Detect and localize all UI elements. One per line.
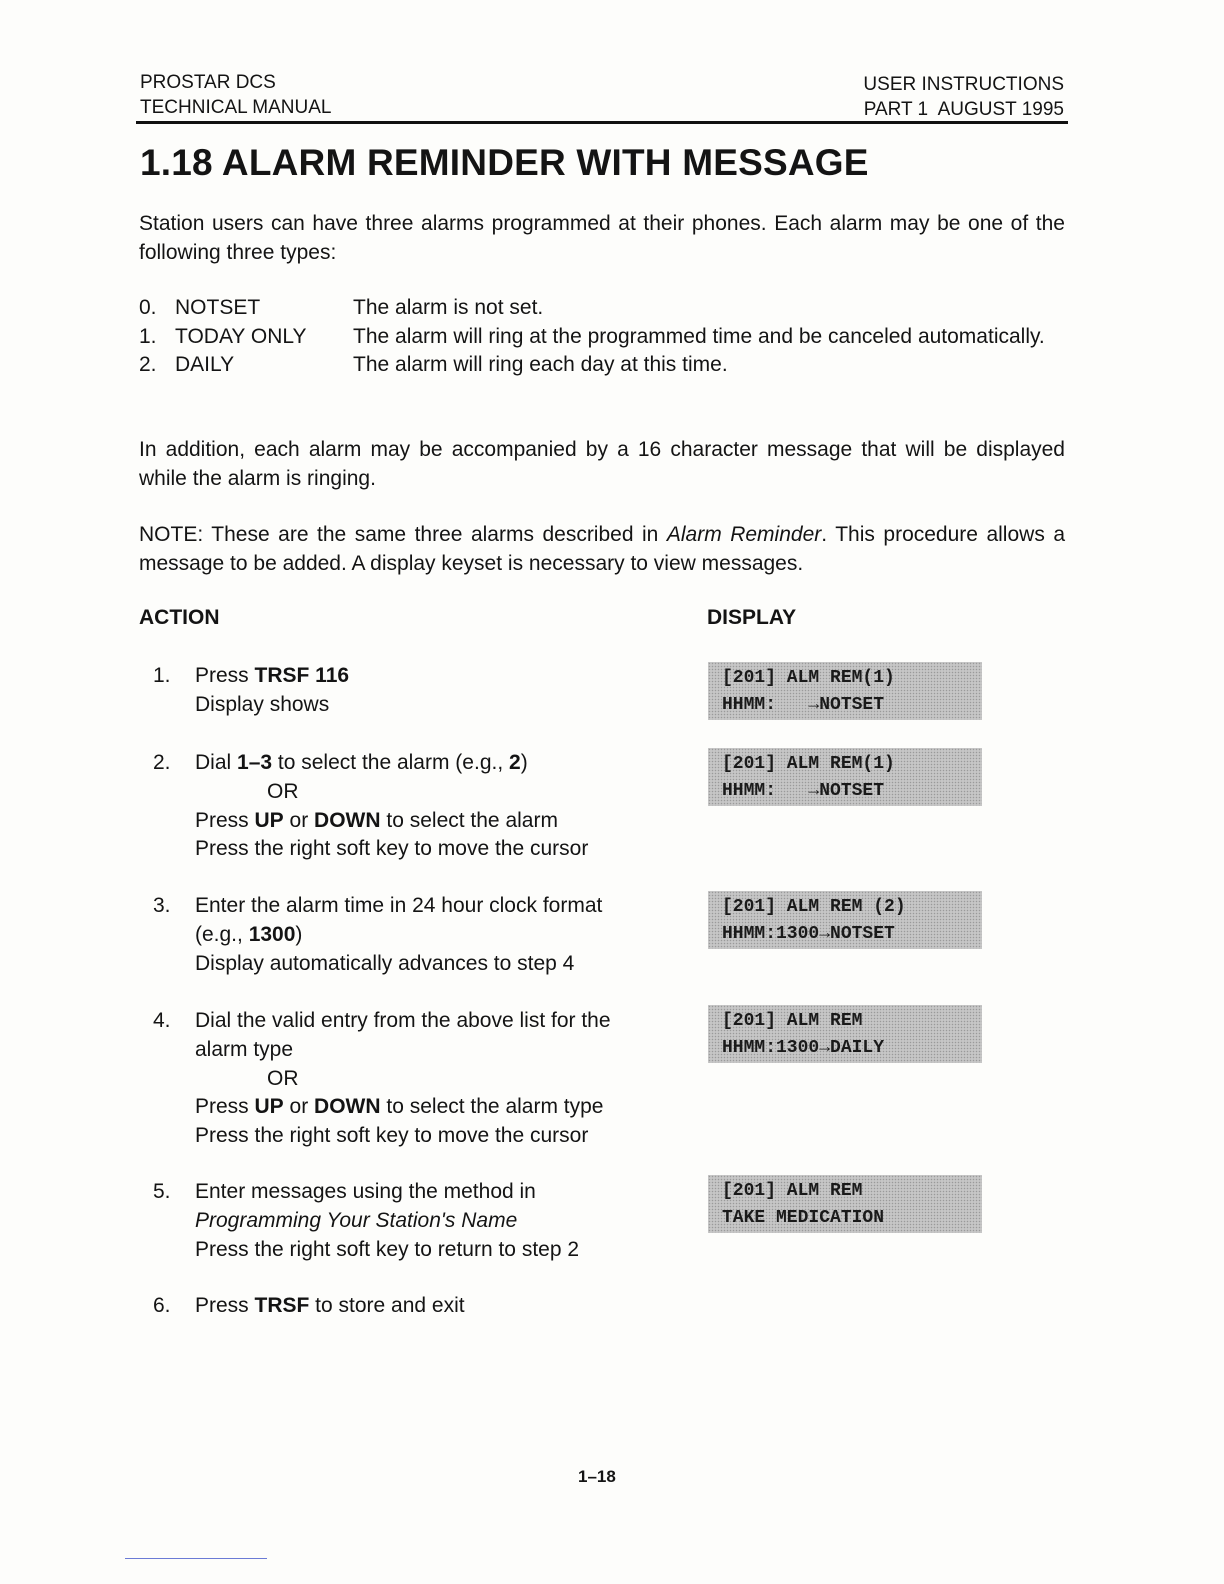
note-text: NOTE: These are the same three alarms described in (139, 523, 667, 546)
lcd-line-1: [201] ALM REM (722, 1181, 863, 1201)
lcd-display (708, 662, 982, 720)
header-left (140, 70, 331, 120)
addition-paragraph: In addition, each alarm may be accompanied by a 16 character message that will be displayed while the alarm is ringing. (139, 438, 1065, 490)
key-name: UP (254, 808, 284, 832)
section-reference: Programming Your Station's Name (195, 1208, 518, 1232)
step-text: ) (295, 922, 303, 946)
intro-paragraph: Station users can have three alarms programmed at their phones. Each alarm may be one of the following three types: (139, 212, 1065, 264)
key-name: DOWN (314, 808, 381, 832)
alarm-type-name: NOTSET (175, 296, 261, 319)
step-text: to select the alarm (380, 808, 558, 832)
alarm-type-name: TODAY ONLY (175, 324, 307, 348)
key-sequence: 1–3 (237, 751, 273, 774)
header-product: PROSTAR DCS (140, 72, 276, 93)
step-text: (e.g., (195, 922, 249, 946)
page-title: 1.18 ALARM REMINDER WITH MESSAGE (140, 142, 869, 183)
step-text: Press the right soft key to move the cursor (195, 837, 589, 861)
step-text: Display shows (195, 692, 330, 716)
step-text: ) (520, 751, 528, 774)
alarm-type-number: 1. (139, 324, 157, 348)
step-text: Dial (195, 751, 238, 774)
lcd-line-2: TAKE MEDICATION (722, 1208, 885, 1228)
header-rule (136, 121, 1068, 124)
alarm-types-list (139, 294, 1065, 380)
lcd-line-2: HHMM:1300→DAILY (722, 1038, 885, 1058)
step-text: Press (195, 1095, 255, 1119)
lcd-display (708, 891, 982, 949)
header-right (863, 72, 1064, 122)
note-paragraph (139, 521, 1065, 578)
lcd-display (708, 748, 982, 806)
action-column-heading: ACTION (139, 606, 220, 629)
key-sequence: 1300 (248, 922, 296, 946)
step-text: Press (195, 664, 255, 687)
alarm-type-description: The alarm will ring each day at this time. (353, 353, 728, 376)
alarm-type-item (139, 323, 1065, 352)
alarm-type-description: The alarm is not set. (353, 296, 544, 319)
header-part-date: PART 1 AUGUST 1995 (863, 99, 1064, 120)
key-name: TRSF (254, 1294, 310, 1317)
page-number: 1–18 (578, 1467, 616, 1486)
alarm-type-item (139, 351, 1065, 380)
step-text: Press (195, 808, 255, 832)
step-text: alarm type (195, 1037, 294, 1061)
or-separator: OR (267, 1066, 299, 1090)
step-text: Press (195, 1294, 255, 1317)
note-reference: Alarm Reminder (666, 523, 822, 546)
alarm-type-item (139, 294, 1065, 323)
step-number: 1. (153, 664, 171, 687)
step-5 (139, 1178, 679, 1264)
key-sequence: 2 (509, 751, 521, 774)
step-number: 5. (153, 1180, 171, 1203)
step-text: or (283, 1095, 315, 1119)
step-text: Dial the valid entry from the above list for the (195, 1009, 611, 1032)
step-number: 2. (153, 751, 171, 774)
step-text: Display automatically advances to step 4 (195, 951, 575, 975)
step-6 (139, 1292, 679, 1321)
lcd-line-1: [201] ALM REM (2) (722, 897, 906, 917)
lcd-line-1: [201] ALM REM (722, 1011, 863, 1031)
lcd-line-2: HHMM:1300→NOTSET (722, 924, 895, 944)
step-text: Press the right soft key to move the cursor (195, 1124, 589, 1148)
lcd-line-1: [201] ALM REM(1) (722, 668, 895, 688)
step-3 (139, 892, 679, 978)
step-4 (139, 1007, 679, 1151)
step-number: 6. (153, 1294, 171, 1317)
alarm-type-name: DAILY (175, 353, 235, 376)
display-column-heading: DISPLAY (707, 606, 797, 629)
key-name: DOWN (314, 1095, 381, 1119)
or-separator: OR (267, 779, 299, 803)
alarm-type-number: 0. (139, 296, 157, 319)
note-text: . This procedure allows a message to be added. A display keyset is necessary to view messages. (139, 523, 1066, 575)
step-text: Enter messages using the method in (195, 1180, 536, 1203)
lcd-line-2: HHMM: →NOTSET (722, 781, 885, 801)
key-name: UP (254, 1095, 284, 1119)
alarm-type-number: 2. (139, 353, 157, 376)
step-text: Enter the alarm time in 24 hour clock format (195, 894, 603, 917)
lcd-line-1: [201] ALM REM(1) (722, 754, 895, 774)
header-section: USER INSTRUCTIONS (863, 74, 1064, 95)
lcd-display (708, 1175, 982, 1233)
step-2 (139, 749, 679, 864)
step-text: Press the right soft key to return to step 2 (195, 1237, 580, 1261)
step-1 (139, 662, 679, 720)
step-text: to select the alarm type (380, 1095, 604, 1119)
lcd-display (708, 1005, 982, 1063)
key-sequence: TRSF 116 (254, 664, 350, 687)
header-manual: TECHNICAL MANUAL (140, 97, 332, 118)
step-text: or (283, 808, 315, 832)
lcd-line-2: HHMM: →NOTSET (722, 695, 885, 715)
step-number: 3. (153, 894, 171, 917)
step-text: to select the alarm (e.g., (272, 751, 509, 774)
footer-rule (125, 1558, 267, 1559)
step-number: 4. (153, 1009, 171, 1032)
step-text: to store and exit (309, 1294, 465, 1317)
alarm-type-description: The alarm will ring at the programmed time and be canceled automatically. (353, 324, 1045, 348)
